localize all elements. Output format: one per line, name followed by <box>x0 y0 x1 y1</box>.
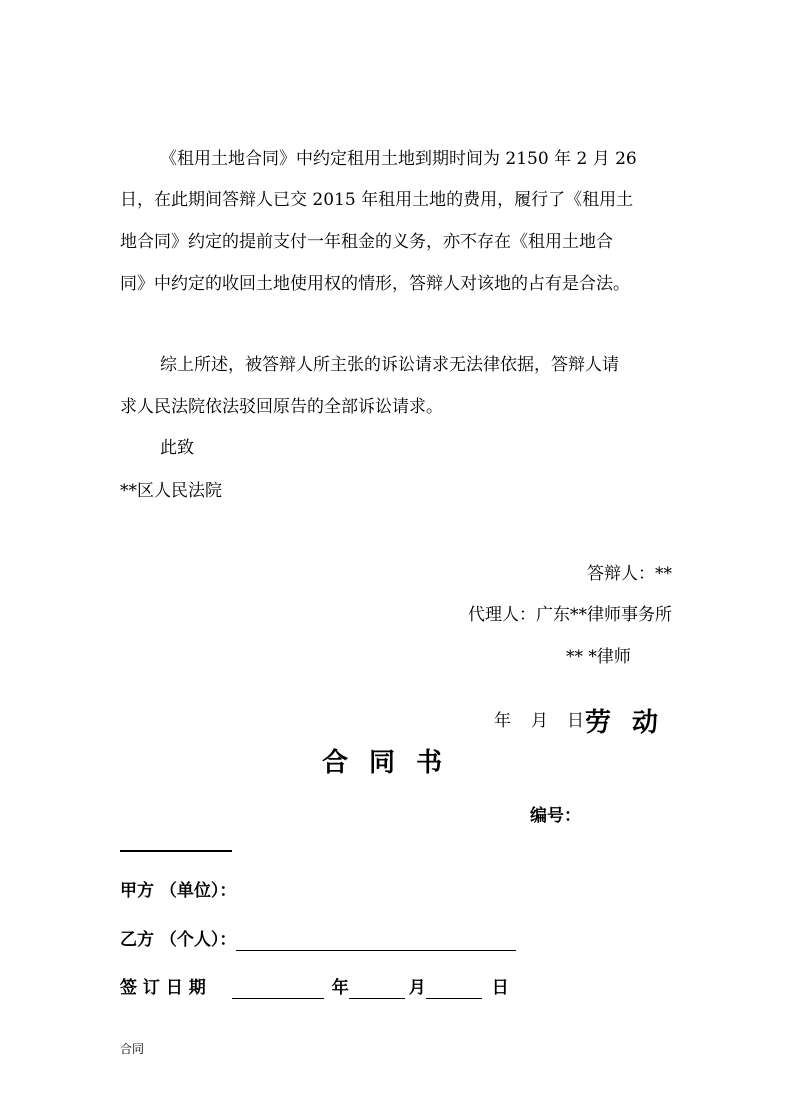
date-month: 月 <box>531 711 548 731</box>
para2-line-1: 综上所述，被答辩人所主张的诉讼请求无法律依据，答辩人请 <box>160 355 619 375</box>
respondent-signature: 答辩人：** <box>587 564 672 584</box>
sign-month-blank[interactable] <box>349 980 405 999</box>
sign-year-unit: 年 <box>331 978 349 998</box>
sign-month-unit: 月 <box>408 978 426 998</box>
para1-line-2: 日，在此期间答辩人已交 2015 年租用土地的费用，履行了《租用土 <box>120 190 634 210</box>
party-b-label: 乙方 （个人）： <box>120 930 237 950</box>
divider-rule <box>120 850 232 852</box>
contract-title-part2: 合 同 书 <box>322 748 449 778</box>
party-b-row <box>120 929 516 951</box>
para1-line-3: 地合同》约定的提前支付一年租金的义务，亦不存在《租用土地合 <box>120 232 613 252</box>
contract-title-part1: 劳 动 <box>585 708 665 738</box>
sign-date-row <box>120 977 509 999</box>
court-name: **区人民法院 <box>120 481 222 501</box>
salutation: 此致 <box>160 438 194 458</box>
party-b-blank[interactable] <box>236 932 516 951</box>
party-a-label: 甲方 （单位）： <box>120 881 237 901</box>
contract-number-label: 编号： <box>530 806 581 826</box>
lawyer-signature: ** *律师 <box>566 647 631 667</box>
date-day: 日 <box>567 711 584 731</box>
sign-year-blank[interactable] <box>232 980 324 999</box>
footer-label: 合同 <box>120 1042 145 1056</box>
para2-line-2: 求人民法院依法驳回原告的全部诉讼请求。 <box>120 397 443 417</box>
para1-line-1: 《租用土地合同》中约定租用土地到期时间为 2150 年 2 月 26 <box>160 149 637 169</box>
sign-date-label: 签 订 日 期 <box>120 978 206 998</box>
agent-signature: 代理人：广东**律师事务所 <box>468 605 672 625</box>
para1-line-4: 同》中约定的收回土地使用权的情形，答辩人对该地的占有是合法。 <box>120 274 630 294</box>
sign-day-blank[interactable] <box>426 980 482 999</box>
date-year: 年 <box>494 711 511 731</box>
sign-day-unit: 日 <box>491 978 509 998</box>
